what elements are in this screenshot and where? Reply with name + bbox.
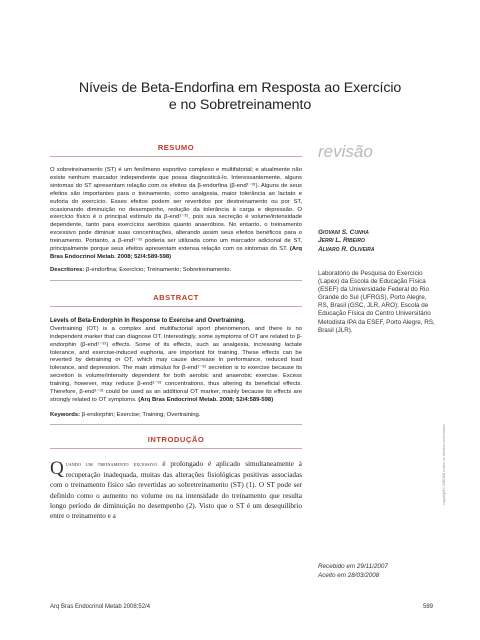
intro-lead-smallcaps: uando um treinamento excessivo bbox=[65, 460, 158, 468]
abstract-text bbox=[50, 326, 302, 405]
author-list bbox=[318, 229, 438, 254]
main-column bbox=[50, 143, 302, 522]
footer-journal: Arq Bras Endocrinol Metab 2008;52/4 bbox=[50, 604, 151, 610]
resumo-heading: RESUMO bbox=[157, 143, 195, 152]
author-name: Jerri L. Ribeiro bbox=[318, 237, 365, 245]
introducao-body: é prolongado é aplicado simultaneamente à recuperação inadequada, muitas das alterações fisiológicas positivas associadas com o treinamento físico são revertidas ao sobretreinamento (ST) (1). O ST pode ser definido como o aumento no volume ou na intensidade do treinamento que resulta longo período de diminuição no desempenho (2). Visto que o ST é um desequilíbrio entre o treinamento e a bbox=[50, 459, 303, 521]
section-label: revisão bbox=[318, 142, 373, 161]
introducao-text bbox=[50, 459, 302, 522]
accepted-date: Aceito em 28/03/2008 bbox=[318, 572, 380, 579]
page-number: 589 bbox=[423, 604, 434, 610]
descritores bbox=[50, 267, 302, 275]
copyright-notice: copyright© ABE&M todos os direitos reservados bbox=[442, 424, 446, 505]
introducao-rule bbox=[50, 448, 302, 449]
dates bbox=[318, 562, 438, 580]
keywords-text: β-endorphin; Exercise; Training; Overtraining. bbox=[81, 411, 201, 418]
abstract-heading: ABSTRACT bbox=[153, 292, 199, 302]
received-date: Recebido em 29/11/2007 bbox=[318, 563, 388, 570]
resumo-body: O sobretreinamento (ST) é um fenômeno esportivo complexo e multifatorial; e atualmente não existe nenhum marcador independente que possa diagnosticá-lo. Interessantemente, alguns sintomas do ST apresentam relação com os efeitos da β-endorfina (β-end¹⁻³¹). Alguns de seus efeitos são importantes para o treinamento, como analgesia, maior tolerância ao lactato e euforia do exercício. Esses efeitos podem ser revertidos por destreinamento ou por ST, ocasionando diminuição no desempenho, redução da tolerância à carga e depressão. O exercício físico é o principal estímulo da β-end¹⁻³¹, pois sua secreção é volume/intensidade dependente, tanto para exercícios aeróbios quanto anaeróbios. No entanto, o treinamento excessivo pode diminuir suas concentrações, alterando assim seus efeitos benéficos para o treinamento. Portanto, a β-end¹⁻³¹ poderia ser utilizada como um marcador adicional de ST, principalmente porque seus efeitos apresentam extensa relação com os sintomas do ST. bbox=[50, 167, 302, 253]
abstract-citation: (Arq Bras Endocrinol Metab. 2008; 52/4:589-598) bbox=[138, 396, 274, 403]
descritores-label: Descritores: bbox=[50, 266, 85, 273]
resumo-rule bbox=[50, 156, 302, 157]
keywords-label: Keywords: bbox=[50, 411, 81, 418]
author-name: Alvaro R. Oliveira bbox=[318, 245, 375, 253]
article-title-line2: e no Sobretreinamento bbox=[168, 97, 312, 113]
abstract-body: Overtraining (OT) is a complex and multifactorial sport phenomenon, and there is no independent marker that can diagnose OT. Interestingly, some symptoms of OT are related to β-endorphin (β-end¹⁻³¹) effects. Some of its effects, such as analgesia, increasing lactate tolerance, and exercise-induced euphoria, are important for training. These effects can be reverted by detraining or OT, which may cause decrease in performance, reduced load tolerance, and depression. The main stimulus for β-end¹⁻³¹ secretion is to exercise because its secretion is volume/intensity dependent for both aerobic and anaerobic exercise. Excess training, however, may reduce β-end¹⁻³¹ concentrations, thus altering its beneficial effects. Therefore, β-end¹⁻³¹ could be used as an additional OT marker, mainly because its effects are strongly related to OT symptoms. bbox=[50, 325, 302, 403]
resumo-citation: (Arq Bras Endocrinol Metab. 2008; 52/4:589-598) bbox=[50, 246, 302, 260]
article-title bbox=[60, 80, 420, 114]
descritores-text: β-endorfina; Exercício; Treinamento; Sobretreinamento. bbox=[86, 266, 232, 273]
affiliation: Laboratório de Pesquisa do Exercício (Lapex) da Escola de Educação Física (ESEF) da Universidade Federal do Rio Grande do Sul (UFRGS), Porto Alegre, RS, Brasil (GSC, JLR, ARO); Escola de Educação Física do Centro Universitário Metodista IPA da ESEF, Porto Alegre, RS, Brasil (JLR). bbox=[318, 270, 435, 334]
author-name: Giovani S. Cunha bbox=[318, 229, 369, 236]
introducao-heading: INTRODUÇÃO bbox=[147, 434, 205, 444]
abstract-title: Levels of Beta-Endorphin In Response to Exercise and Overtraining. bbox=[50, 317, 246, 324]
abstract-rule bbox=[50, 306, 302, 307]
article-title-line1: Níveis de Beta-Endorfina em Resposta ao Exercício bbox=[78, 80, 402, 96]
resumo-text bbox=[50, 167, 302, 262]
drop-cap: Q bbox=[50, 457, 64, 479]
keywords bbox=[50, 411, 302, 419]
